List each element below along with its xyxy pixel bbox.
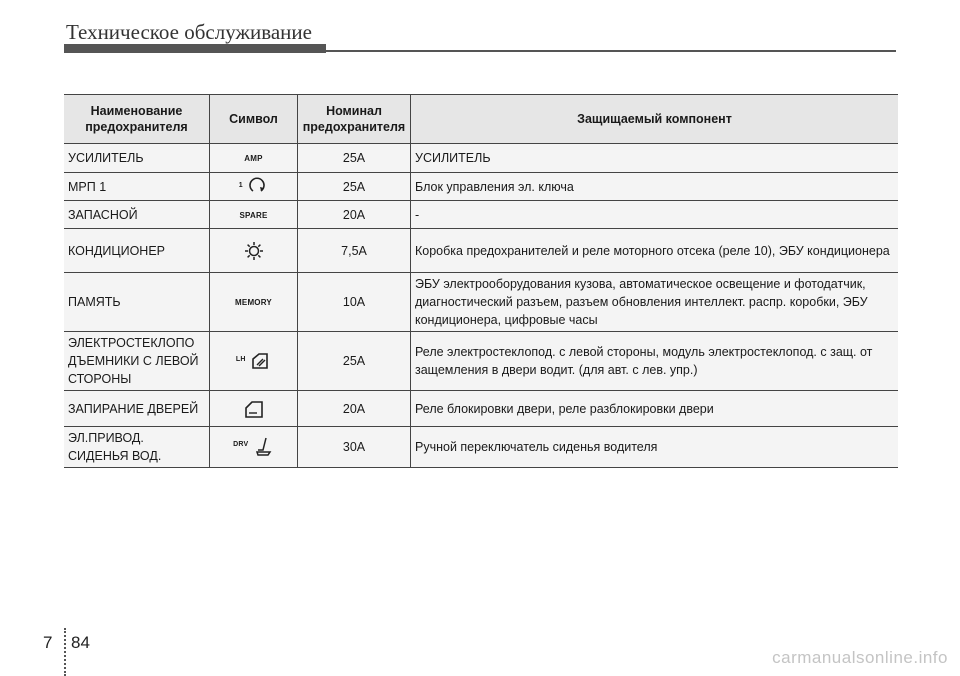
protected-component: УСИЛИТЕЛЬ	[411, 144, 899, 173]
driver-seat-icon: DRV	[210, 427, 298, 468]
mirror-fold-icon: 1	[210, 173, 298, 201]
fuse-name: ПАМЯТЬ	[64, 273, 210, 332]
table-row	[64, 229, 898, 273]
sun-icon	[210, 229, 298, 273]
fuse-name: ЭЛ.ПРИВОД. СИДЕНЬЯ ВОД.	[64, 427, 210, 468]
table-row	[64, 201, 898, 229]
header-symbol: Символ	[210, 95, 298, 144]
fuse-rating: 25A	[298, 173, 411, 201]
chapter-number: 7	[43, 633, 53, 652]
protected-component: Коробка предохранителей и реле моторного отсека (реле 10), ЭБУ кондиционера	[411, 229, 899, 273]
fuse-name: ЗАПИРАНИЕ ДВЕРЕЙ	[64, 391, 210, 427]
footer-divider	[64, 628, 66, 676]
table-row	[64, 173, 898, 201]
section-title: Техническое обслуживание	[66, 20, 312, 44]
fuse-rating: 7,5A	[298, 229, 411, 273]
header-component: Защищаемый компонент	[411, 95, 899, 144]
table-row	[64, 332, 898, 391]
fuse-rating: 25A	[298, 144, 411, 173]
page-number: 84	[71, 633, 90, 652]
protected-component: ЭБУ электрооборудования кузова, автоматическое освещение и фотодатчик, диагностический разъем, разъем обновления интеллект. распр. коробки, ЭБУ кондиционера, цифровые часы	[411, 273, 899, 332]
protected-component: Реле блокировки двери, реле разблокировки двери	[411, 391, 899, 427]
header-rating: Номинал предохранителя	[298, 95, 411, 144]
fuse-rating: 30A	[298, 427, 411, 468]
fuse-rating: 10A	[298, 273, 411, 332]
table-row	[64, 427, 898, 468]
amp-icon: AMP	[210, 144, 298, 173]
header-name: Наименование предохранителя	[64, 95, 210, 144]
power-window-icon: LH	[210, 332, 298, 391]
protected-component: -	[411, 201, 899, 229]
table-row	[64, 273, 898, 332]
protected-component: Реле электростеклопод. с левой стороны, модуль электростеклопод. с защ. от защемления в двери водит. (для авт. с лев. упр.)	[411, 332, 899, 391]
fuse-rating: 25A	[298, 332, 411, 391]
header-rule	[326, 50, 896, 52]
fuse-name: КОНДИЦИОНЕР	[64, 229, 210, 273]
protected-component: Блок управления эл. ключа	[411, 173, 899, 201]
fuse-rating: 20A	[298, 201, 411, 229]
memory-icon: MEMORY	[210, 273, 298, 332]
fuse-table	[64, 94, 898, 468]
table-row	[64, 391, 898, 427]
header-bar	[64, 44, 326, 53]
fuse-name: УСИЛИТЕЛЬ	[64, 144, 210, 173]
spare-icon: SPARE	[210, 201, 298, 229]
fuse-rating: 20A	[298, 391, 411, 427]
protected-component: Ручной переключатель сиденья водителя	[411, 427, 899, 468]
door-lock-icon	[210, 391, 298, 427]
table-row	[64, 144, 898, 173]
watermark: carmanualsonline.info	[772, 648, 948, 667]
fuse-name: ЗАПАСНОЙ	[64, 201, 210, 229]
fuse-name: ЭЛЕКТРОСТЕКЛОПО ДЪЕМНИКИ С ЛЕВОЙ СТОРОНЫ	[64, 332, 210, 391]
table-header-row	[64, 95, 898, 144]
fuse-name: МРП 1	[64, 173, 210, 201]
